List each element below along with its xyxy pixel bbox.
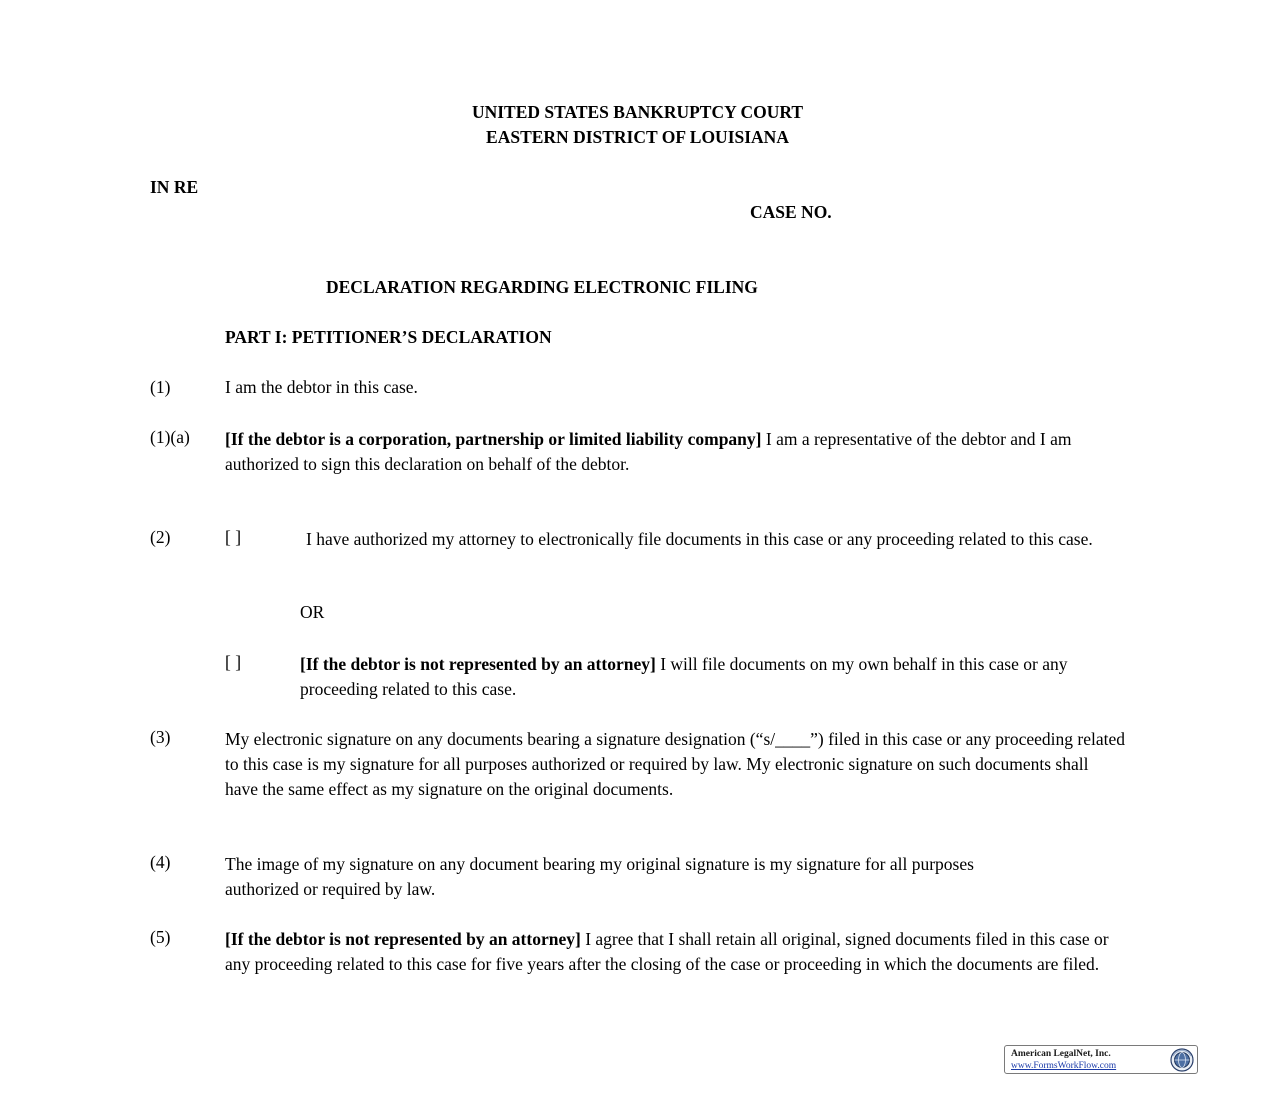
- in-re-label: IN RE: [150, 177, 199, 197]
- item-number: (3): [150, 727, 171, 747]
- item-number: (1): [150, 377, 171, 397]
- checkbox-self-filing[interactable]: [ ]: [225, 652, 242, 672]
- part-heading: PART I: PETITIONER’S DECLARATION: [225, 327, 552, 347]
- item-text: My electronic signature on any documents bearing a signature designation (“s/____”) filed in this case or any proceeding related to this case is my signature for all purposes authorized or required by law. My electronic signature on such documents shall have the same effect as my signature on the original documents.: [225, 729, 1125, 799]
- item-number: (1)(a): [150, 427, 190, 447]
- item-text: I agree that I shall retain all original, signed documents filed in this case or any proceeding related to this case for five years after the closing of the case or proceeding in which the documents are filed.: [225, 929, 1109, 974]
- item-bold-qualifier: [If the debtor is not represented by an attorney]: [300, 654, 656, 674]
- badge-url-link[interactable]: www.FormsWorkFlow.com: [1011, 1061, 1117, 1071]
- globe-logo-icon: [1170, 1048, 1194, 1072]
- checkbox-attorney-filing[interactable]: [ ]: [225, 527, 242, 547]
- american-legalnet-badge[interactable]: [1004, 1045, 1198, 1074]
- document-title: DECLARATION REGARDING ELECTRONIC FILING: [326, 277, 758, 297]
- court-district: EASTERN DISTRICT OF LOUISIANA: [486, 127, 789, 147]
- or-separator: OR: [300, 602, 325, 622]
- item-text: The image of my signature on any document bearing my original signature is my signature for all purposes authorized or required by law.: [225, 854, 974, 899]
- case-no-label: CASE NO.: [750, 202, 832, 222]
- item-number: (5): [150, 927, 171, 947]
- item-bold-qualifier: [If the debtor is not represented by an attorney]: [225, 929, 581, 949]
- item-bold-qualifier: [If the debtor is a corporation, partnership or limited liability company]: [225, 429, 762, 449]
- item-paragraph: [300, 652, 1110, 702]
- item-text: I will file documents on my own behalf in this case or any proceeding related to this case.: [300, 654, 1068, 699]
- item-number: (4): [150, 852, 171, 872]
- court-name: UNITED STATES BANKRUPTCY COURT: [471, 102, 804, 122]
- item-number: (2): [150, 527, 171, 547]
- item-paragraph: [225, 927, 1120, 977]
- badge-company: American LegalNet, Inc.: [1011, 1049, 1111, 1059]
- item-text: I have authorized my attorney to electronically file documents in this case or any proceeding related to this case.: [306, 529, 1093, 549]
- item-paragraph: [225, 427, 1115, 477]
- item-text: I am the debtor in this case.: [225, 377, 418, 397]
- item-text: I am a representative of the debtor and I am authorized to sign this declaration on behalf of the debtor.: [225, 429, 1072, 474]
